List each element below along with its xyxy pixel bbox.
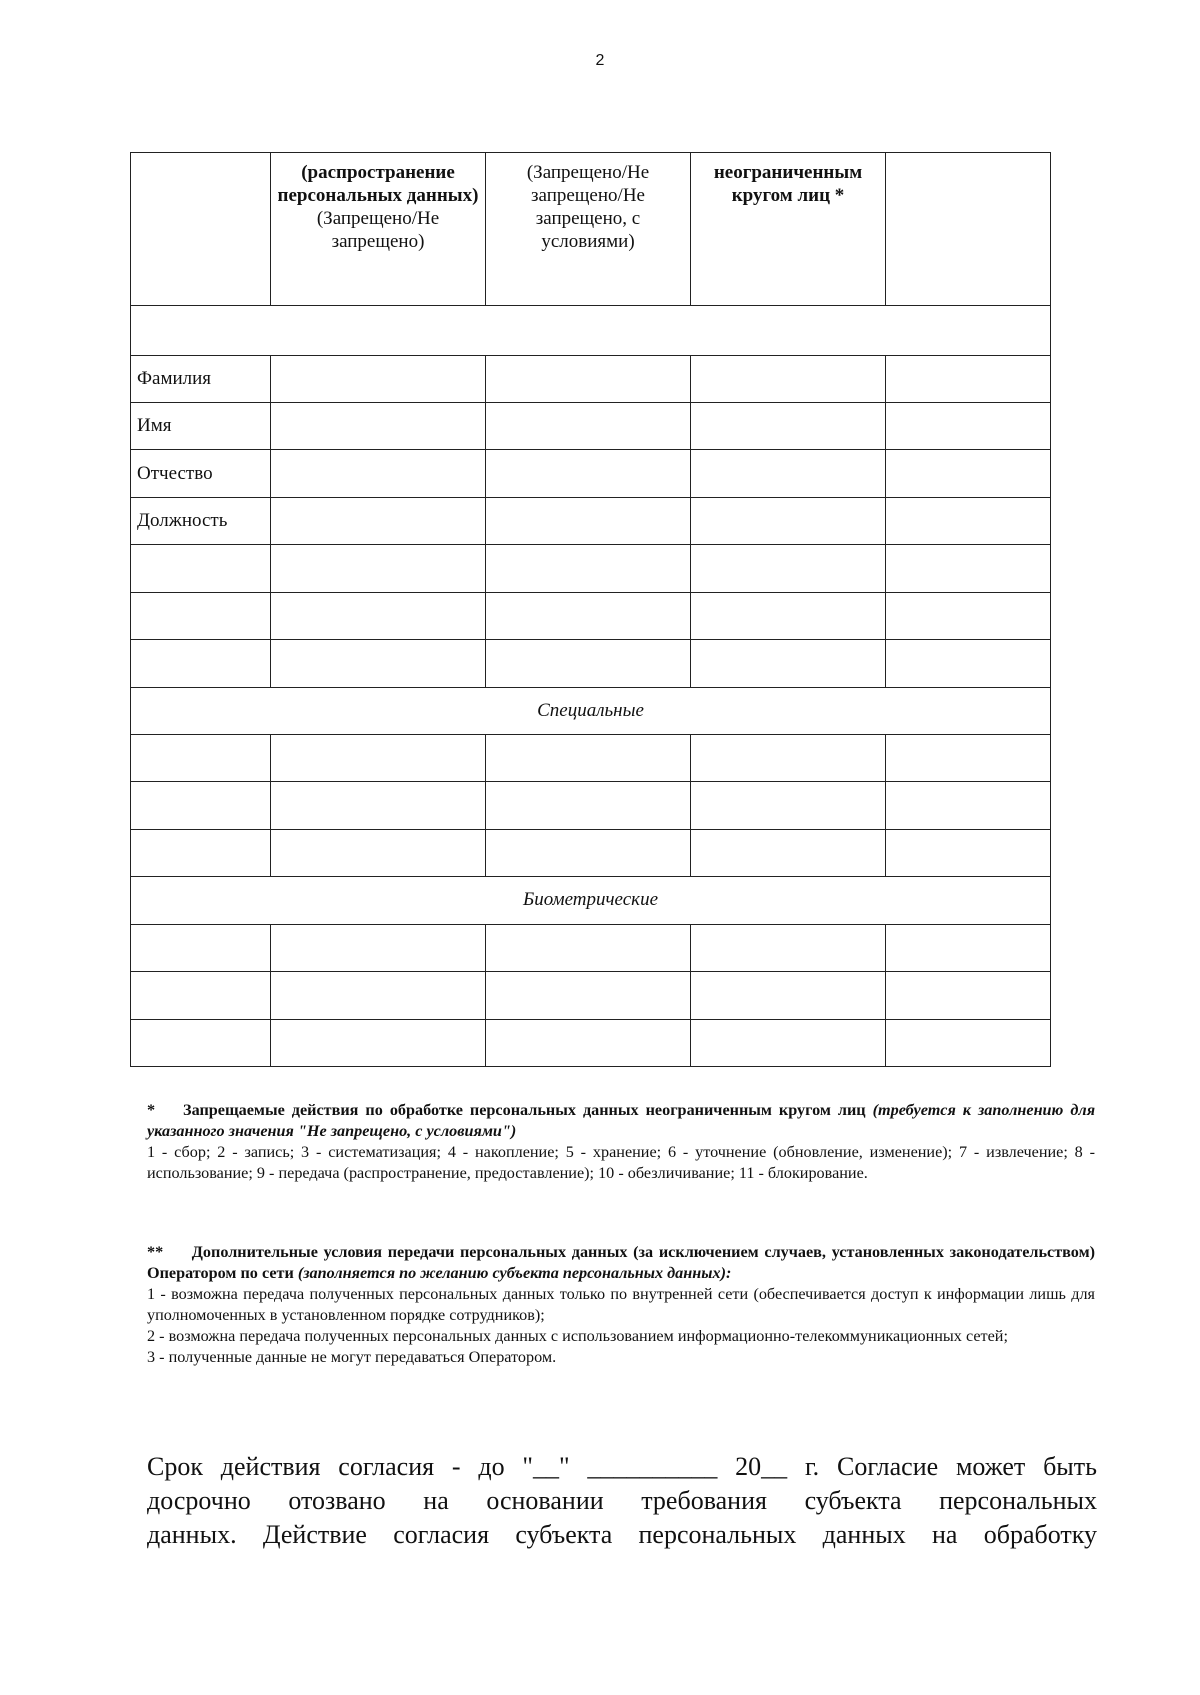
consent-term-line-3: данных. Действие согласия субъекта персональных данных на обработку — [147, 1520, 1097, 1549]
blank-band-cell — [131, 306, 1051, 356]
table-row — [131, 497, 1051, 544]
table-header-row — [131, 153, 1051, 306]
note-star-subtitle: (требуется к заполнению для указанного значения "Не запрещено, с условиями") — [147, 1101, 1096, 1140]
table-cell — [886, 924, 1051, 971]
table-cell — [486, 403, 691, 450]
note-double-star-heading — [147, 1242, 1095, 1284]
section-title-special: Специальные — [131, 687, 1051, 734]
table-cell — [886, 355, 1051, 402]
table-cell — [486, 829, 691, 876]
table-cell — [691, 782, 886, 829]
table-cell — [271, 829, 486, 876]
table-cell — [486, 782, 691, 829]
table-cell — [886, 545, 1051, 592]
header-cell-unlimited — [691, 153, 886, 306]
table-blank-band — [131, 306, 1051, 356]
table-cell — [486, 355, 691, 402]
table-cell — [131, 972, 271, 1019]
table-cell — [886, 403, 1051, 450]
table-cell — [131, 924, 271, 971]
consent-term-line-2: досрочно отозвано на основании требования субъекта персональных — [147, 1486, 1097, 1515]
table-cell — [691, 924, 886, 971]
table-cell — [131, 592, 271, 639]
note-star-marker: * — [147, 1101, 156, 1119]
table-cell — [486, 1019, 691, 1066]
table-cell — [271, 972, 486, 1019]
table-cell — [691, 1019, 886, 1066]
table-cell — [271, 592, 486, 639]
table-cell — [271, 782, 486, 829]
note-double-star-subtitle: (заполняется по желанию субъекта персональных данных): — [297, 1264, 732, 1282]
table-row — [131, 640, 1051, 687]
table-row — [131, 829, 1051, 876]
table-cell — [886, 735, 1051, 782]
table-cell — [486, 924, 691, 971]
table-cell — [691, 735, 886, 782]
table-cell — [691, 592, 886, 639]
table-cell — [691, 355, 886, 402]
table-cell — [886, 640, 1051, 687]
table-cell — [486, 592, 691, 639]
section-row-biometric — [131, 877, 1051, 924]
header-cell-empty — [131, 153, 271, 306]
table-row — [131, 1019, 1051, 1066]
note-double-star-title: Дополнительные условия передачи персональных данных (за исключением случаев, установленных законодательством) Оператором по сети — [147, 1243, 1095, 1282]
table-cell — [271, 497, 486, 544]
table-cell — [271, 450, 486, 497]
table-cell — [271, 1019, 486, 1066]
table-row — [131, 924, 1051, 971]
table-cell — [271, 403, 486, 450]
table-cell — [131, 1019, 271, 1066]
consent-table — [130, 152, 1051, 1067]
table-cell — [486, 450, 691, 497]
table-row — [131, 450, 1051, 497]
table-cell — [271, 640, 486, 687]
consent-term-line-1: Срок действия согласия - до "__" __________ 20__ г. Согласие может быть — [147, 1452, 1097, 1481]
table-cell — [886, 592, 1051, 639]
table-cell — [271, 735, 486, 782]
table-cell — [271, 924, 486, 971]
table-row — [131, 972, 1051, 1019]
note-star-body: 1 - сбор; 2 - запись; 3 - систематизация; 4 - накопление; 5 - хранение; 6 - уточнение (обновление, изменение); 7 - извлечение; 8 - использование; 9 - передача (распространение, предоставление); 10 - обезличивание; 11 - блокирование. — [147, 1143, 1095, 1182]
table-cell — [131, 782, 271, 829]
table-row — [131, 782, 1051, 829]
table-cell — [691, 640, 886, 687]
table-cell — [486, 497, 691, 544]
table-cell — [131, 735, 271, 782]
table-cell — [691, 497, 886, 544]
note-double-star-marker: ** — [147, 1243, 164, 1261]
table-cell — [486, 972, 691, 1019]
table-cell — [271, 355, 486, 402]
row-label-position: Должность — [131, 497, 271, 544]
table-cell — [886, 829, 1051, 876]
table-row — [131, 403, 1051, 450]
table-cell — [886, 497, 1051, 544]
table-cell — [886, 782, 1051, 829]
row-label-surname: Фамилия — [131, 355, 271, 402]
table-cell — [886, 972, 1051, 1019]
header-cell-permission: (Запрещено/Не запрещено/Не запрещено, с условиями) — [486, 153, 691, 306]
table-cell — [691, 829, 886, 876]
table-cell — [691, 972, 886, 1019]
table-cell — [886, 1019, 1051, 1066]
note-double-star-item-2: 2 - возможна передача полученных персональных данных с использованием информационно-телекоммуникационных сетей; — [147, 1327, 1008, 1345]
table-cell — [886, 450, 1051, 497]
table-cell — [486, 545, 691, 592]
table-row — [131, 355, 1051, 402]
table-cell — [691, 450, 886, 497]
table-cell — [131, 829, 271, 876]
consent-term-paragraph — [147, 1450, 1097, 1552]
table-row — [131, 735, 1051, 782]
header-unlimited-text: неограниченным кругом лиц * — [713, 162, 863, 206]
table-cell — [131, 545, 271, 592]
section-title-biometric: Биометрические — [131, 877, 1051, 924]
header-distribution-bold: (распространение персональных данных) — [277, 162, 479, 206]
table-row — [131, 545, 1051, 592]
note-double-star — [147, 1242, 1095, 1368]
header-cell-distribution — [271, 153, 486, 306]
table-cell — [691, 545, 886, 592]
header-distribution-normal: (Запрещено/Не запрещено) — [316, 208, 440, 252]
table-cell — [486, 735, 691, 782]
page-number: 2 — [595, 52, 605, 69]
table-cell — [131, 640, 271, 687]
row-label-patronymic: Отчество — [131, 450, 271, 497]
table-cell — [691, 403, 886, 450]
table-row — [131, 592, 1051, 639]
section-row-special — [131, 687, 1051, 734]
note-star-heading — [147, 1100, 1095, 1142]
header-cell-extra — [886, 153, 1051, 306]
row-label-name: Имя — [131, 403, 271, 450]
note-star — [147, 1100, 1095, 1184]
note-double-star-item-1: 1 - возможна передача полученных персональных данных только по внутренней сети (обеспечивается доступ к информации лишь для уполномоченных в установленном порядке сотрудников); — [147, 1285, 1095, 1324]
table-cell — [271, 545, 486, 592]
table-cell — [486, 640, 691, 687]
note-star-title: Запрещаемые действия по обработке персональных данных неограниченным кругом лиц — [183, 1101, 866, 1119]
note-double-star-item-3: 3 - полученные данные не могут передаваться Оператором. — [147, 1348, 557, 1366]
